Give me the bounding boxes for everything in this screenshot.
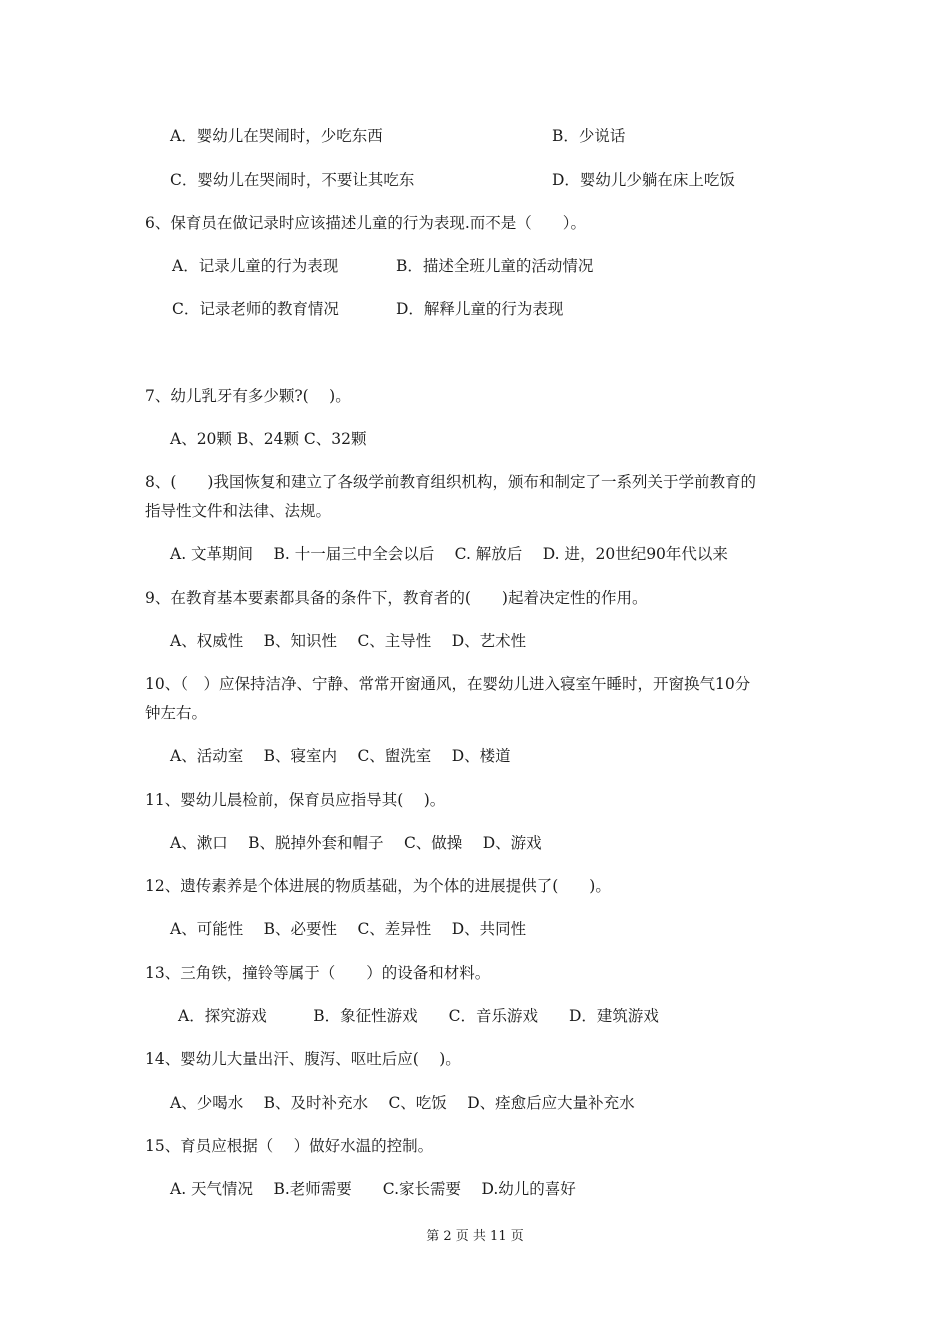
q6-option-b: B．描述全班儿童的活动情况	[396, 257, 594, 275]
q6-option-a: A．记录儿童的行为表现	[172, 257, 339, 275]
q13-options: A．探究游戏 B．象征性游戏 C．音乐游戏 D．建筑游戏	[178, 1007, 659, 1025]
q6-stem: 6、保育员在做记录时应该描述儿童的行为表现.而不是（ ）。	[145, 214, 587, 232]
q5-option-a: A．婴幼儿在哭闹时，少吃东西	[170, 127, 383, 145]
q14-stem: 14、婴幼儿大量出汗、腹泻、呕吐后应( )。	[145, 1050, 461, 1068]
q9-stem: 9、在教育基本要素都具备的条件下，教育者的( )起着决定性的作用。	[145, 589, 648, 607]
q12-stem: 12、遗传素养是个体进展的物质基础，为个体的进展提供了( )。	[145, 877, 611, 895]
q9-options: A、权威性 B、知识性 C、主导性 D、艺术性	[170, 632, 527, 650]
q8-options: A. 文革期间 B. 十一届三中全会以后 C. 解放后 D. 进，20世纪90年代以来	[170, 545, 728, 563]
q6-option-d: D．解释儿童的行为表现	[396, 300, 564, 318]
q12-options: A、可能性 B、必要性 C、差异性 D、共同性	[170, 920, 527, 938]
q13-stem: 13、三角铁，撞铃等属于（ ）的设备和材料。	[145, 964, 491, 982]
q8-stem-line1: 8、( )我国恢复和建立了各级学前教育组织机构，颁布和制定了一系列关于学前教育的	[145, 473, 756, 491]
q5-option-d: D．婴幼儿少躺在床上吃饭	[552, 171, 735, 189]
q14-options: A、少喝水 B、及时补充水 C、吃饭 D、痊愈后应大量补充水	[170, 1094, 635, 1112]
q11-options: A、漱口 B、脱掉外套和帽子 C、做操 D、游戏	[170, 834, 542, 852]
q5-option-b: B．少说话	[552, 127, 626, 145]
q11-stem: 11、婴幼儿晨检前，保育员应指导其( )。	[145, 791, 446, 809]
q5-option-c: C．婴幼儿在哭闹时，不要让其吃东	[170, 171, 415, 189]
q8-stem-line2: 指导性文件和法律、法规。	[145, 502, 332, 520]
page-footer: 第 2 页 共 11 页	[426, 1229, 524, 1244]
q7-stem: 7、幼儿乳牙有多少颗?( )。	[145, 387, 351, 405]
q6-option-c: C．记录老师的教育情况	[172, 300, 339, 318]
q15-options: A. 天气情况 B.老师需要 C.家长需要 D.幼儿的喜好	[170, 1180, 576, 1198]
q15-stem: 15、育员应根据（ ）做好水温的控制。	[145, 1137, 434, 1155]
q10-stem-line1: 10、（ ）应保持洁净、宁静、常常开窗通风，在婴幼儿进入寝室午睡时，开窗换气10分	[145, 675, 751, 693]
q7-options: A、20颗 B、24颗 C、32颗	[170, 430, 367, 448]
q10-stem-line2: 钟左右。	[145, 704, 208, 722]
q10-options: A、活动室 B、寝室内 C、盥洗室 D、楼道	[170, 747, 511, 765]
